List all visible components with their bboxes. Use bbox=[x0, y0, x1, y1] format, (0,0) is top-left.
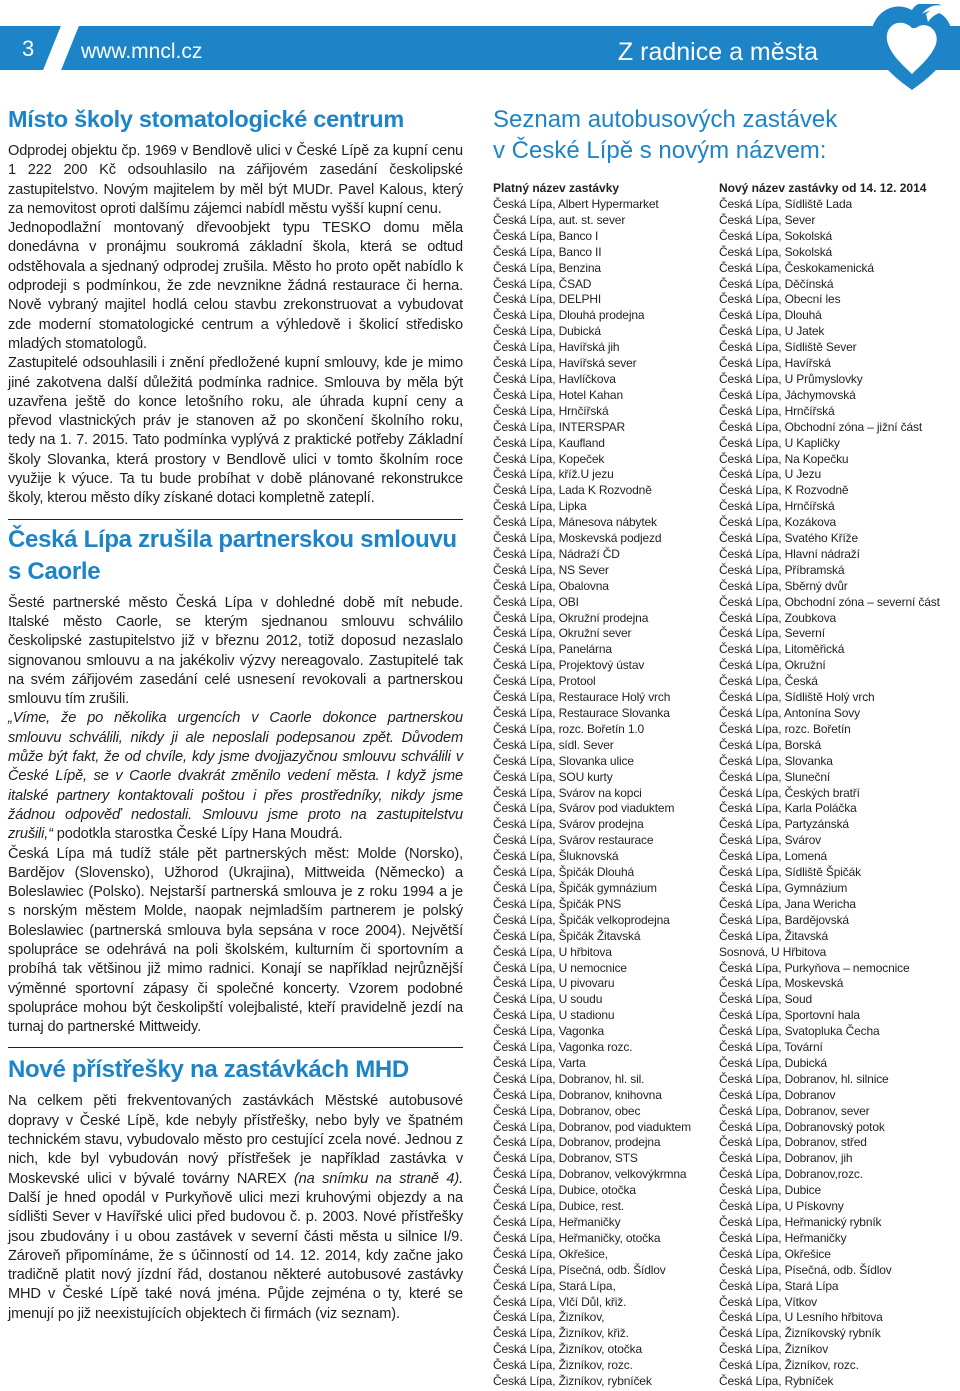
old-stop-name: Česká Lípa, Žizníkov, rybníček bbox=[493, 1374, 652, 1389]
new-stop-name: Česká Lípa, U Lesního hřbitova bbox=[719, 1310, 883, 1325]
article-title: Místo školy stomatologické centrum bbox=[8, 106, 404, 132]
new-stop-name: Česká Lípa, Sídliště Lada bbox=[719, 197, 853, 211]
table-row bbox=[493, 690, 953, 706]
table-row bbox=[493, 515, 953, 531]
new-stop-name: Česká Lípa, Písečná, odb. Šídlov bbox=[719, 1262, 892, 1277]
old-stop-name: Česká Lípa, OBI bbox=[493, 594, 579, 609]
table-row bbox=[493, 1358, 953, 1374]
old-stop-name: Česká Lípa, Dobranov, prodejna bbox=[493, 1135, 661, 1150]
old-stop-name: Česká Lípa, Žizníkov, rozc. bbox=[493, 1358, 633, 1373]
page-header bbox=[0, 0, 960, 95]
site-url[interactable]: www.mncl.cz bbox=[81, 40, 203, 63]
article-paragraph: Česká Lípa má tudíž stále pět partnerských měst: Molde (Norsko), Bardějov (Slovensko), Užhorod (Ukrajina), Mittweida (Německo) a Boleslawiec (Polsko). Nejstarší partnerská smlouva je z roku 1994 a je s norským městem Molde, naopak nejmladším partnerem je polský Boleslawiec (partnerská smlouva byla sepsána v roce 2004). Největší spolupráce se odehrává na poli školském, kulturním či sportovním a probíhá tak většinou již mimo radnici. Konají se například nejrůznější výměnné sportovní zápasy či společné koncerty. Vzorem podobné spolupráce mohou být českolipští volejbalisté, kteří pravidelně jezdí na turnaj do partnerské Mittweidy. bbox=[8, 845, 463, 1036]
article-title: Nové přístřešky na zastávkách MHD bbox=[8, 1056, 409, 1084]
table-row bbox=[493, 245, 953, 261]
table-row bbox=[493, 674, 953, 690]
table-row bbox=[493, 1167, 953, 1183]
new-stop-name: Česká Lípa, Borská bbox=[719, 737, 822, 752]
new-stop-name: Česká Lípa, Gymnázium bbox=[719, 880, 848, 895]
new-stop-name: Česká Lípa, Okružní bbox=[719, 658, 826, 673]
old-stop-name: Česká Lípa, NS Sever bbox=[493, 562, 609, 577]
new-stop-name: Česká Lípa, U Jezu bbox=[719, 467, 822, 482]
table-row bbox=[493, 658, 953, 674]
new-stop-name: Česká Lípa, Stará Lípa bbox=[719, 1278, 839, 1293]
old-stop-name: Česká Lípa, Projektový ústav bbox=[493, 658, 645, 673]
table-row bbox=[493, 786, 953, 802]
table-row bbox=[493, 1088, 953, 1104]
quote-text: „Víme, že po několika urgencích v Caorle dokonce partnerskou smlouvu schválili, nikdy ji ale neposlali podepsanou zpět. Důvodem může být fakt, že od chvíle, kdy jsme dvojjazyčnou smlouvu schválili v České Lípě, se v Caorle dvakrát změnilo vedení města. I když jsme italské partnery kontaktovali poštou i přes prostředníky, nikdy jsme žádnou odpověď nedostali. Smlouvu jsme proto na zastupitelstvu zrušili,“ bbox=[8, 710, 463, 843]
table-row bbox=[493, 531, 953, 547]
table-row bbox=[493, 1199, 953, 1215]
new-stop-name: Česká Lípa, Zoubkova bbox=[719, 610, 837, 625]
table-row bbox=[493, 626, 953, 642]
old-stop-name: Česká Lípa, Vagonka bbox=[493, 1024, 605, 1039]
old-stop-name: Česká Lípa, Vlčí Důl, křiž. bbox=[493, 1294, 627, 1309]
table-row bbox=[493, 1024, 953, 1040]
new-stop-name: Česká Lípa, Obchodní zóna – severní část bbox=[719, 594, 940, 609]
old-stop-name: Česká Lípa, U soudu bbox=[493, 992, 603, 1007]
table-row bbox=[493, 642, 953, 658]
stops-title-line: v České Lípě s novým názvem: bbox=[493, 137, 827, 164]
table-row bbox=[493, 1135, 953, 1151]
new-stop-name: Česká Lípa, Sportovní hala bbox=[719, 1008, 860, 1023]
old-stop-name: Česká Lípa, Vagonka rozc. bbox=[493, 1040, 633, 1055]
old-stop-name: Česká Lípa, Okružní prodejna bbox=[493, 610, 649, 625]
new-stop-name: Česká Lípa, Antonína Sovy bbox=[719, 706, 861, 720]
old-stop-name: Česká Lípa, Špičák PNS bbox=[493, 896, 622, 911]
old-stop-name: Česká Lípa, Dubice, otočka bbox=[493, 1183, 636, 1198]
old-stop-name: Česká Lípa, Kaufland bbox=[493, 435, 605, 450]
table-row bbox=[493, 1247, 953, 1263]
article-paragraph bbox=[8, 1092, 463, 1324]
new-stop-name: Česká Lípa, Dobranov,rozc. bbox=[719, 1167, 863, 1182]
new-stop-name: Česká Lípa, Lomená bbox=[719, 849, 828, 864]
old-stop-name: Česká Lípa, Kopeček bbox=[493, 451, 605, 466]
stops-title-line: Seznam autobusových zastávek bbox=[493, 106, 838, 133]
old-stop-name: Česká Lípa, Hotel Kahan bbox=[493, 387, 623, 402]
new-stop-name: Česká Lípa, U Pískovny bbox=[719, 1199, 844, 1214]
new-stop-name: Česká Lípa, K Rozvodně bbox=[719, 483, 849, 498]
new-stop-name: Česká Lípa, Obecní les bbox=[719, 292, 841, 307]
new-stop-name: Česká Lípa, Hrnčířská bbox=[719, 499, 835, 514]
new-stop-name: Česká Lípa, Příbramská bbox=[719, 562, 845, 577]
new-stop-name: Česká Lípa, Žitavská bbox=[719, 928, 829, 943]
table-row bbox=[493, 1008, 953, 1024]
new-stop-name: Česká Lípa, Tovární bbox=[719, 1040, 823, 1055]
table-row bbox=[493, 579, 953, 595]
new-stop-name: Česká Lípa, Rybníček bbox=[719, 1374, 834, 1389]
table-row bbox=[493, 817, 953, 833]
old-stop-name: Česká Lípa, Dlouhá prodejna bbox=[493, 308, 645, 323]
table-row bbox=[493, 213, 953, 229]
old-stop-name: Česká Lípa, Havířská sever bbox=[493, 356, 637, 371]
table-row bbox=[493, 1215, 953, 1231]
old-stop-name: Česká Lípa, Nádraží ČD bbox=[493, 546, 620, 561]
table-header-row bbox=[493, 180, 953, 197]
new-stop-name: Česká Lípa, Hlavní nádraží bbox=[719, 546, 860, 561]
new-stop-name: Česká Lípa, Soud bbox=[719, 992, 812, 1007]
old-stop-name: Česká Lípa, Žizníkov, otočka bbox=[493, 1342, 642, 1357]
old-stop-name: Česká Lípa, Dobranov, STS bbox=[493, 1151, 638, 1166]
image-reference: (na snímku na straně 4). bbox=[286, 1170, 463, 1187]
new-stop-name: Česká Lípa, Sluneční bbox=[719, 769, 831, 784]
old-stop-name: Česká Lípa, aut. st. sever bbox=[493, 212, 626, 227]
table-row bbox=[493, 404, 953, 420]
old-stop-name: Česká Lípa, Šluknovská bbox=[493, 849, 619, 864]
table-row bbox=[493, 292, 953, 308]
old-stop-name: Česká Lípa, Panelárna bbox=[493, 642, 612, 657]
new-stop-name: Česká Lípa, Obchodní zóna – jižní část bbox=[719, 419, 923, 434]
page-number: 3 bbox=[22, 36, 35, 61]
section-title: Z radnice a města bbox=[617, 38, 818, 66]
table-row bbox=[493, 277, 953, 293]
old-stop-name: Česká Lípa, Svárov pod viaduktem bbox=[493, 801, 675, 816]
old-stop-name: Česká Lípa, Mánesova nábytek bbox=[493, 515, 657, 530]
old-stop-name: Česká Lípa, Havířská jih bbox=[493, 340, 620, 355]
table-row bbox=[493, 340, 953, 356]
left-column bbox=[8, 104, 463, 1324]
table-row bbox=[493, 865, 953, 881]
table-row bbox=[493, 547, 953, 563]
old-stop-name: Česká Lípa, Špičák gymnázium bbox=[493, 880, 657, 895]
old-stop-name: Česká Lípa, Banco II bbox=[493, 244, 602, 259]
table-row bbox=[493, 467, 953, 483]
table-row bbox=[493, 754, 953, 770]
divider bbox=[8, 1047, 463, 1048]
old-stop-name: Česká Lípa, Špičák velkoprodejna bbox=[493, 912, 670, 927]
old-stop-name: Česká Lípa, Benzina bbox=[493, 260, 601, 275]
new-stop-name: Česká Lípa, Dobranov, jih bbox=[719, 1151, 853, 1166]
old-stop-name: Česká Lípa, Svárov prodejna bbox=[493, 817, 644, 832]
table-row bbox=[493, 499, 953, 515]
old-stop-name: Česká Lípa, Písečná, odb. Šídlov bbox=[493, 1262, 666, 1277]
table-row bbox=[493, 483, 953, 499]
new-stop-name: Sosnová, U Hřbitova bbox=[719, 944, 827, 959]
new-stop-name: Česká Lípa, Okřešice bbox=[719, 1246, 831, 1261]
old-stop-name: Česká Lípa, kříž.U jezu bbox=[493, 467, 614, 482]
new-stop-name: Česká Lípa, Heřmanický rybník bbox=[719, 1215, 882, 1229]
old-stop-name: Česká Lípa, Špičák Dlouhá bbox=[493, 865, 635, 880]
new-stop-name: Česká Lípa, rozc. Bořetín bbox=[719, 721, 851, 736]
paragraph-text: Další je hned opodál v Purkyňově ulici mezi kruhovými objezdy a na sídlišti Sever v Havířské ulici před budovou č. p. 2003. Nové přístřešky jsou zbudovány i u obou zastávek v severní části města u silnice I/9. Zároveň připomínáme, že s účinností od 14. 12. 2014, kdy začne jako tradičně platit nový jízdní řád, dostanou některé autobusové zastávky MHD v České Lípě také nová jména. Půjde zejména o ty, které se jmenují po již neexistujících objektech či firmách (viz seznam). bbox=[8, 1189, 463, 1322]
old-stop-name: Česká Lípa, Lada K Rozvodně bbox=[493, 483, 652, 498]
new-stop-name: Česká Lípa, Slovanka bbox=[719, 753, 833, 768]
right-column bbox=[493, 104, 953, 1390]
new-stop-name: Česká Lípa, Sídliště Holý vrch bbox=[719, 690, 875, 705]
table-row bbox=[493, 1151, 953, 1167]
old-stop-name: Česká Lípa, U hřbitova bbox=[493, 944, 612, 959]
old-stop-name: Česká Lípa, Dobranov, obec bbox=[493, 1103, 641, 1118]
table-row bbox=[493, 961, 953, 977]
old-stop-name: Česká Lípa, Dobranov, pod viaduktem bbox=[493, 1119, 691, 1134]
table-row bbox=[493, 388, 953, 404]
table-row bbox=[493, 1056, 953, 1072]
table-row bbox=[493, 324, 953, 340]
new-stop-name: Česká Lípa, Na Kopečku bbox=[719, 451, 849, 466]
table-row bbox=[493, 1374, 953, 1390]
table-row bbox=[493, 1326, 953, 1342]
article-title: Česká Lípa zrušila partnerskou smlouvu s Caorle bbox=[8, 525, 457, 585]
table-row bbox=[493, 770, 953, 786]
old-stop-name: Česká Lípa, Protool bbox=[493, 674, 596, 689]
old-stop-name: Česká Lípa, U stadionu bbox=[493, 1008, 615, 1023]
table-row bbox=[493, 833, 953, 849]
new-stop-name: Česká Lípa, Českokamenická bbox=[719, 260, 874, 275]
table-row bbox=[493, 706, 953, 722]
column-header-new: Nový název zastávky od 14. 12. 2014 bbox=[719, 181, 927, 195]
table-row bbox=[493, 197, 953, 213]
new-stop-name: Česká Lípa, Českých bratří bbox=[719, 785, 860, 800]
old-stop-name: Česká Lípa, Okružní sever bbox=[493, 626, 632, 641]
new-stop-name: Česká Lípa, Sever bbox=[719, 212, 816, 227]
new-stop-name: Česká Lípa, Severní bbox=[719, 626, 825, 641]
new-stop-name: Česká Lípa, Litoměřická bbox=[719, 642, 845, 657]
old-stop-name: Česká Lípa, Žizníkov, křiž. bbox=[493, 1326, 629, 1341]
table-row bbox=[493, 308, 953, 324]
old-stop-name: Česká Lípa, Albert Hypermarket bbox=[493, 197, 659, 211]
new-stop-name: Česká Lípa, Sokolská bbox=[719, 228, 833, 243]
old-stop-name: Česká Lípa, Slovanka ulice bbox=[493, 753, 634, 768]
new-stop-name: Česká Lípa, Heřmaničky bbox=[719, 1230, 847, 1245]
divider bbox=[8, 519, 463, 520]
old-stop-name: Česká Lípa, Heřmaničky bbox=[493, 1215, 621, 1229]
table-row bbox=[493, 801, 953, 817]
table-row bbox=[493, 1279, 953, 1295]
new-stop-name: Česká Lípa, Sídliště Špičák bbox=[719, 865, 862, 880]
quote-attribution: podotkla starostka České Lípy Hana Moudrá. bbox=[52, 826, 343, 843]
new-stop-name: Česká Lípa, Dobranovský potok bbox=[719, 1119, 885, 1134]
new-stop-name: Česká Lípa, Svatého Kříže bbox=[719, 531, 858, 546]
table-row bbox=[493, 897, 953, 913]
table-row bbox=[493, 1295, 953, 1311]
new-stop-name: Česká Lípa, Jana Wericha bbox=[719, 896, 856, 911]
table-row bbox=[493, 992, 953, 1008]
new-stop-name: Česká Lípa, Svatopluka Čecha bbox=[719, 1024, 880, 1039]
new-stop-name: Česká Lípa, Žizníkovský rybník bbox=[719, 1326, 881, 1341]
table-row bbox=[493, 1183, 953, 1199]
old-stop-name: Česká Lípa, Heřmaničky, otočka bbox=[493, 1230, 661, 1245]
new-stop-name: Česká Lípa, Svárov bbox=[719, 833, 822, 848]
new-stop-name: Česká Lípa, Dubická bbox=[719, 1055, 827, 1070]
table-row bbox=[493, 881, 953, 897]
new-stop-name: Česká Lípa, Dlouhá bbox=[719, 308, 822, 323]
old-stop-name: Česká Lípa, Žizníkov, bbox=[493, 1310, 605, 1325]
stops-table-body bbox=[493, 197, 953, 1390]
old-stop-name: Česká Lípa, DELPHI bbox=[493, 292, 602, 307]
new-stop-name: Česká Lípa, Sokolská bbox=[719, 244, 833, 259]
old-stop-name: Česká Lípa, Dobranov, hl. sil. bbox=[493, 1071, 645, 1086]
old-stop-name: Česká Lípa, Špičák Žitavská bbox=[493, 928, 641, 943]
table-row bbox=[493, 945, 953, 961]
table-row bbox=[493, 1120, 953, 1136]
table-row bbox=[493, 1104, 953, 1120]
old-stop-name: Česká Lípa, Stará Lípa, bbox=[493, 1278, 616, 1293]
table-row bbox=[493, 1040, 953, 1056]
new-stop-name: Česká Lípa, Sídliště Sever bbox=[719, 340, 857, 355]
new-stop-name: Česká Lípa, Žizníkov, rozc. bbox=[719, 1358, 859, 1373]
table-row bbox=[493, 849, 953, 865]
new-stop-name: Česká Lípa, U Jatek bbox=[719, 324, 825, 339]
old-stop-name: Česká Lípa, Restaurace Slovanka bbox=[493, 706, 670, 720]
table-row bbox=[493, 611, 953, 627]
new-stop-name: Česká Lípa, Dobranov bbox=[719, 1087, 836, 1102]
old-stop-name: Česká Lípa, Havlíčkova bbox=[493, 371, 616, 386]
table-row bbox=[493, 722, 953, 738]
table-row bbox=[493, 420, 953, 436]
old-stop-name: Česká Lípa, Dubice, rest. bbox=[493, 1199, 624, 1214]
table-row bbox=[493, 372, 953, 388]
old-stop-name: Česká Lípa, rozc. Bořetín 1.0 bbox=[493, 721, 645, 736]
old-stop-name: Česká Lípa, Varta bbox=[493, 1055, 586, 1070]
table-row bbox=[493, 436, 953, 452]
old-stop-name: Česká Lípa, sídl. Sever bbox=[493, 737, 614, 752]
new-stop-name: Česká Lípa, Moskevská bbox=[719, 976, 844, 991]
new-stop-name: Česká Lípa, Žizníkov bbox=[719, 1342, 829, 1357]
old-stop-name: Česká Lípa, INTERSPAR bbox=[493, 419, 626, 434]
new-stop-name: Česká Lípa, Dobranov, střed bbox=[719, 1135, 867, 1150]
table-row bbox=[493, 563, 953, 579]
article-paragraph: Jednopodlažní montovaný dřevoobjekt typu TESKO domu měla donedávna v pronájmu soukromá základní škola, která se odtud odstěhovala a sjednaný odprodej zrušila. Město ho proto opět nabídlo k odprodeji s podmínkou, že zde nevznikne žádná restaurace či herna. Nově vybraný majitel hodlá celou stavbu zrekonstruovat a vybudovat zde moderní stomatologické centrum a výhledově i školicí středisko mladých stomatologů. bbox=[8, 220, 463, 352]
stops-table bbox=[493, 180, 953, 1390]
old-stop-name: Česká Lípa, Dubická bbox=[493, 324, 601, 339]
table-row bbox=[493, 595, 953, 611]
old-stop-name: Česká Lípa, Restaurace Holý vrch bbox=[493, 690, 671, 705]
table-row bbox=[493, 452, 953, 468]
old-stop-name: Česká Lípa, Moskevská podjezd bbox=[493, 531, 662, 546]
old-stop-name: Česká Lípa, Svárov na kopci bbox=[493, 785, 642, 800]
old-stop-name: Česká Lípa, Svárov restaurace bbox=[493, 833, 654, 848]
new-stop-name: Česká Lípa, U Kapličky bbox=[719, 435, 840, 450]
heart-logo-icon bbox=[866, 4, 958, 94]
old-stop-name: Česká Lípa, Dobranov, velkovýkrmna bbox=[493, 1167, 687, 1182]
new-stop-name: Česká Lípa, Kozákova bbox=[719, 515, 837, 530]
new-stop-name: Česká Lípa, Hrnčířská bbox=[719, 403, 835, 418]
paragraph-text: Na celkem pěti frekventovaných zastávkách Městské autobusové dopravy v České Lípě, kde nebyly přístřešky, nebo byly ve špatném technickém stavu, vybudovalo město pro cestující zcela nové. Jednou z nich, kde byl vybudován nový přístřešek je například zastávka v Moskevské ulici v bývalé továrny NAREX bbox=[8, 1093, 463, 1187]
stops-title bbox=[493, 104, 953, 166]
new-stop-name: Česká Lípa, Dubice bbox=[719, 1183, 822, 1198]
old-stop-name: Česká Lípa, Dobranov, knihovna bbox=[493, 1087, 662, 1102]
table-row bbox=[493, 229, 953, 245]
old-stop-name: Česká Lípa, Hrnčířská bbox=[493, 403, 609, 418]
new-stop-name: Česká Lípa, Jáchymovská bbox=[719, 387, 856, 402]
table-row bbox=[493, 1342, 953, 1358]
new-stop-name: Česká Lípa, Dobranov, sever bbox=[719, 1103, 870, 1118]
new-stop-name: Česká Lípa, Sběrný dvůr bbox=[719, 578, 848, 593]
old-stop-name: Česká Lípa, Obalovna bbox=[493, 578, 609, 593]
table-row bbox=[493, 1231, 953, 1247]
table-row bbox=[493, 1263, 953, 1279]
new-stop-name: Česká Lípa, U Průmyslovky bbox=[719, 371, 863, 386]
new-stop-name: Česká Lípa, Děčínská bbox=[719, 276, 834, 291]
new-stop-name: Česká Lípa, Vítkov bbox=[719, 1294, 818, 1309]
old-stop-name: Česká Lípa, Okřešice, bbox=[493, 1246, 608, 1261]
table-row bbox=[493, 738, 953, 754]
new-stop-name: Česká Lípa, Česká bbox=[719, 674, 818, 689]
column-header-old: Platný název zastávky bbox=[493, 181, 620, 195]
article-paragraph: Zastupitelé odsouhlasili i znění předložené kupní smlouvy, kde je mimo jiné zakotvena další důležitá podmínka radnice. Smlouva by měla být uzavřena ještě do konce letošního roku, ale úhrada kupní ceny a převod vlastnických práv je stanoven až po skončení školního roku, tedy na 1. 7. 2015. Tato podmínka vyplývá z praktické potřeby Základní školy Slovanka, která prostory v Bendlově ulici v tomto školním roce využije k výuce. Ta tu bude probíhat v době plánované rekonstrukce školy, kterou město díky získané dotaci kompletně zateplí. bbox=[8, 355, 463, 507]
table-row bbox=[493, 1072, 953, 1088]
table-row bbox=[493, 1310, 953, 1326]
new-stop-name: Česká Lípa, Partyzánská bbox=[719, 817, 849, 832]
table-row bbox=[493, 356, 953, 372]
table-row bbox=[493, 929, 953, 945]
article-quote bbox=[8, 709, 463, 844]
table-row bbox=[493, 261, 953, 277]
article-paragraph: Šesté partnerské město Česká Lípa v dohledné době mít nebude. Italské město Caorle, se kterým sjednanou smlouvu schválilo českolipské zastupitelstvo již v březnu 2012, totiž doposud nezaslalo signovanou smlouvu a na jakékoliv výzvy nereagovalo. Zastupitelé tak na svém zářijovém zasedání celé usnesení revokovali a partnerskou smlouvu tím zrušili. bbox=[8, 594, 463, 708]
new-stop-name: Česká Lípa, Havířská bbox=[719, 356, 831, 371]
table-row bbox=[493, 976, 953, 992]
old-stop-name: Česká Lípa, SOU kurty bbox=[493, 769, 613, 784]
new-stop-name: Česká Lípa, Purkyňova – nemocnice bbox=[719, 960, 910, 975]
old-stop-name: Česká Lípa, U pivovaru bbox=[493, 976, 615, 991]
old-stop-name: Česká Lípa, Lipka bbox=[493, 499, 587, 514]
new-stop-name: Česká Lípa, Karla Poláčka bbox=[719, 801, 857, 816]
article-paragraph: Odprodej objektu čp. 1969 v Bendlově ulici v České Lípě za kupní cenu 1 222 200 Kč odsouhlasilo na zářijovém zasedání českolipské zastupitelstvo. Novým majitelem by měl být MUDr. Pavel Kalous, který za nemovitost oproti dalšímu zájemci nabídl městu vyšší kupní cenu. bbox=[8, 143, 463, 217]
old-stop-name: Česká Lípa, Banco I bbox=[493, 228, 599, 243]
old-stop-name: Česká Lípa, U nemocnice bbox=[493, 960, 627, 975]
new-stop-name: Česká Lípa, Bardějovská bbox=[719, 912, 849, 927]
new-stop-name: Česká Lípa, Dobranov, hl. silnice bbox=[719, 1071, 889, 1086]
old-stop-name: Česká Lípa, ČSAD bbox=[493, 276, 592, 291]
table-row bbox=[493, 913, 953, 929]
